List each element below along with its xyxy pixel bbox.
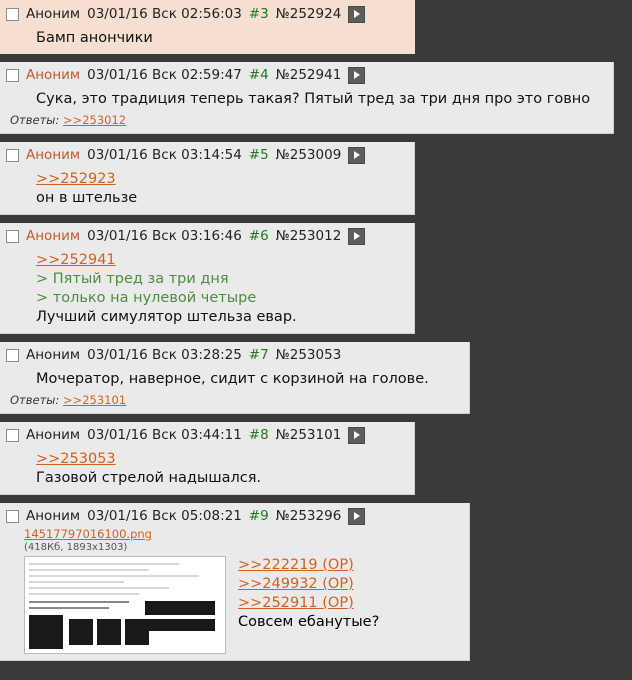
play-icon[interactable] [348, 6, 365, 23]
post-replies [6, 389, 461, 407]
quote-link[interactable]: >>222219 (OP) [238, 557, 354, 573]
post-body [6, 25, 407, 48]
post-index: #9 [248, 508, 269, 524]
post-header [6, 66, 605, 86]
replies-label: Ответы: [10, 393, 60, 407]
post-body [6, 446, 406, 488]
post-number[interactable]: №253101 [275, 427, 342, 443]
post-index: #4 [248, 67, 269, 83]
greentext-line: > только на нулевой четыре [36, 290, 257, 306]
post-line: Лучший симулятор штельза евар. [36, 309, 297, 325]
post-author: Аноним [26, 347, 81, 363]
post-date: 03/01/16 Вск 05:08:21 [87, 508, 242, 524]
checkbox-icon[interactable] [6, 429, 19, 442]
post-body [6, 366, 461, 389]
checkbox-icon[interactable] [6, 230, 19, 243]
checkbox-icon[interactable] [6, 510, 19, 523]
post-author: Аноним [26, 427, 81, 443]
replies-label: Ответы: [10, 113, 60, 127]
post-number[interactable]: №253012 [275, 228, 342, 244]
post-author[interactable]: Аноним [26, 147, 81, 163]
checkbox-icon[interactable] [6, 8, 19, 21]
play-icon[interactable] [348, 427, 365, 444]
post-body [6, 247, 406, 327]
post-date: 03/01/16 Вск 03:44:11 [87, 427, 242, 443]
attachment-row [6, 553, 461, 654]
post-body [238, 556, 379, 654]
reply-link[interactable]: >>253101 [62, 393, 127, 407]
quote-link[interactable]: >>252923 [36, 171, 116, 187]
quote-link[interactable]: >>253053 [36, 451, 116, 467]
post-line: Бамп анончики [36, 30, 153, 46]
post-header [6, 426, 406, 446]
post-header [6, 507, 461, 527]
post-line: Совсем ебанутые? [238, 614, 380, 630]
post-date: 03/01/16 Вск 02:56:03 [87, 6, 242, 22]
post-header [6, 5, 407, 25]
post-index: #3 [248, 6, 269, 22]
post-253053[interactable] [0, 342, 470, 414]
post-line: Сука, это традиция теперь такая? Пятый тред за три дня про это говно [36, 91, 591, 107]
post-body [6, 86, 605, 109]
post-253009[interactable] [0, 142, 415, 215]
checkbox-icon[interactable] [6, 349, 19, 362]
post-line: он в штельзе [36, 190, 138, 206]
quote-link[interactable]: >>249932 (OP) [238, 576, 354, 592]
post-author[interactable]: Аноним [26, 228, 81, 244]
post-index: #7 [248, 347, 269, 363]
post-index: #8 [248, 427, 269, 443]
post-author: Аноним [26, 6, 81, 22]
attachment-meta: (418Кб, 1893x1303) [24, 542, 128, 553]
post-date: 03/01/16 Вск 03:16:46 [87, 228, 242, 244]
post-date: 03/01/16 Вск 02:59:47 [87, 67, 242, 83]
play-icon[interactable] [348, 508, 365, 525]
post-author[interactable]: Аноним [26, 67, 81, 83]
post-header [6, 346, 461, 366]
play-icon[interactable] [348, 67, 365, 84]
attachment-filename[interactable]: 14517797016100.png [24, 527, 152, 541]
post-line: Мочератор, наверное, сидит с корзиной на голове. [36, 371, 429, 387]
post-number[interactable]: №253296 [275, 508, 342, 524]
post-replies [6, 109, 605, 127]
post-author: Аноним [26, 508, 81, 524]
attachment-thumbnail[interactable] [24, 556, 226, 654]
post-253101[interactable] [0, 422, 415, 495]
post-number[interactable]: №252941 [275, 67, 342, 83]
post-number[interactable]: №252924 [275, 6, 342, 22]
post-index: #6 [248, 228, 269, 244]
play-icon[interactable] [348, 228, 365, 245]
post-number[interactable]: №253009 [275, 147, 342, 163]
post-line: Газовой стрелой надышался. [36, 470, 262, 486]
greentext-line: > Пятый тред за три дня [36, 271, 229, 287]
post-252924[interactable] [0, 0, 415, 54]
checkbox-icon[interactable] [6, 69, 19, 82]
quote-link[interactable]: >>252911 (OP) [238, 595, 354, 611]
post-date: 03/01/16 Вск 03:14:54 [87, 147, 242, 163]
post-body [6, 166, 406, 208]
post-header [6, 227, 406, 247]
quote-link[interactable]: >>252941 [36, 252, 116, 268]
post-253296[interactable] [0, 503, 470, 661]
post-252941[interactable] [0, 62, 614, 134]
post-header [6, 146, 406, 166]
post-date: 03/01/16 Вск 03:28:25 [87, 347, 242, 363]
play-icon[interactable] [348, 147, 365, 164]
reply-link[interactable]: >>253012 [62, 113, 127, 127]
post-number[interactable]: №253053 [275, 347, 342, 363]
post-253012[interactable] [0, 223, 415, 334]
post-index: #5 [248, 147, 269, 163]
checkbox-icon[interactable] [6, 149, 19, 162]
